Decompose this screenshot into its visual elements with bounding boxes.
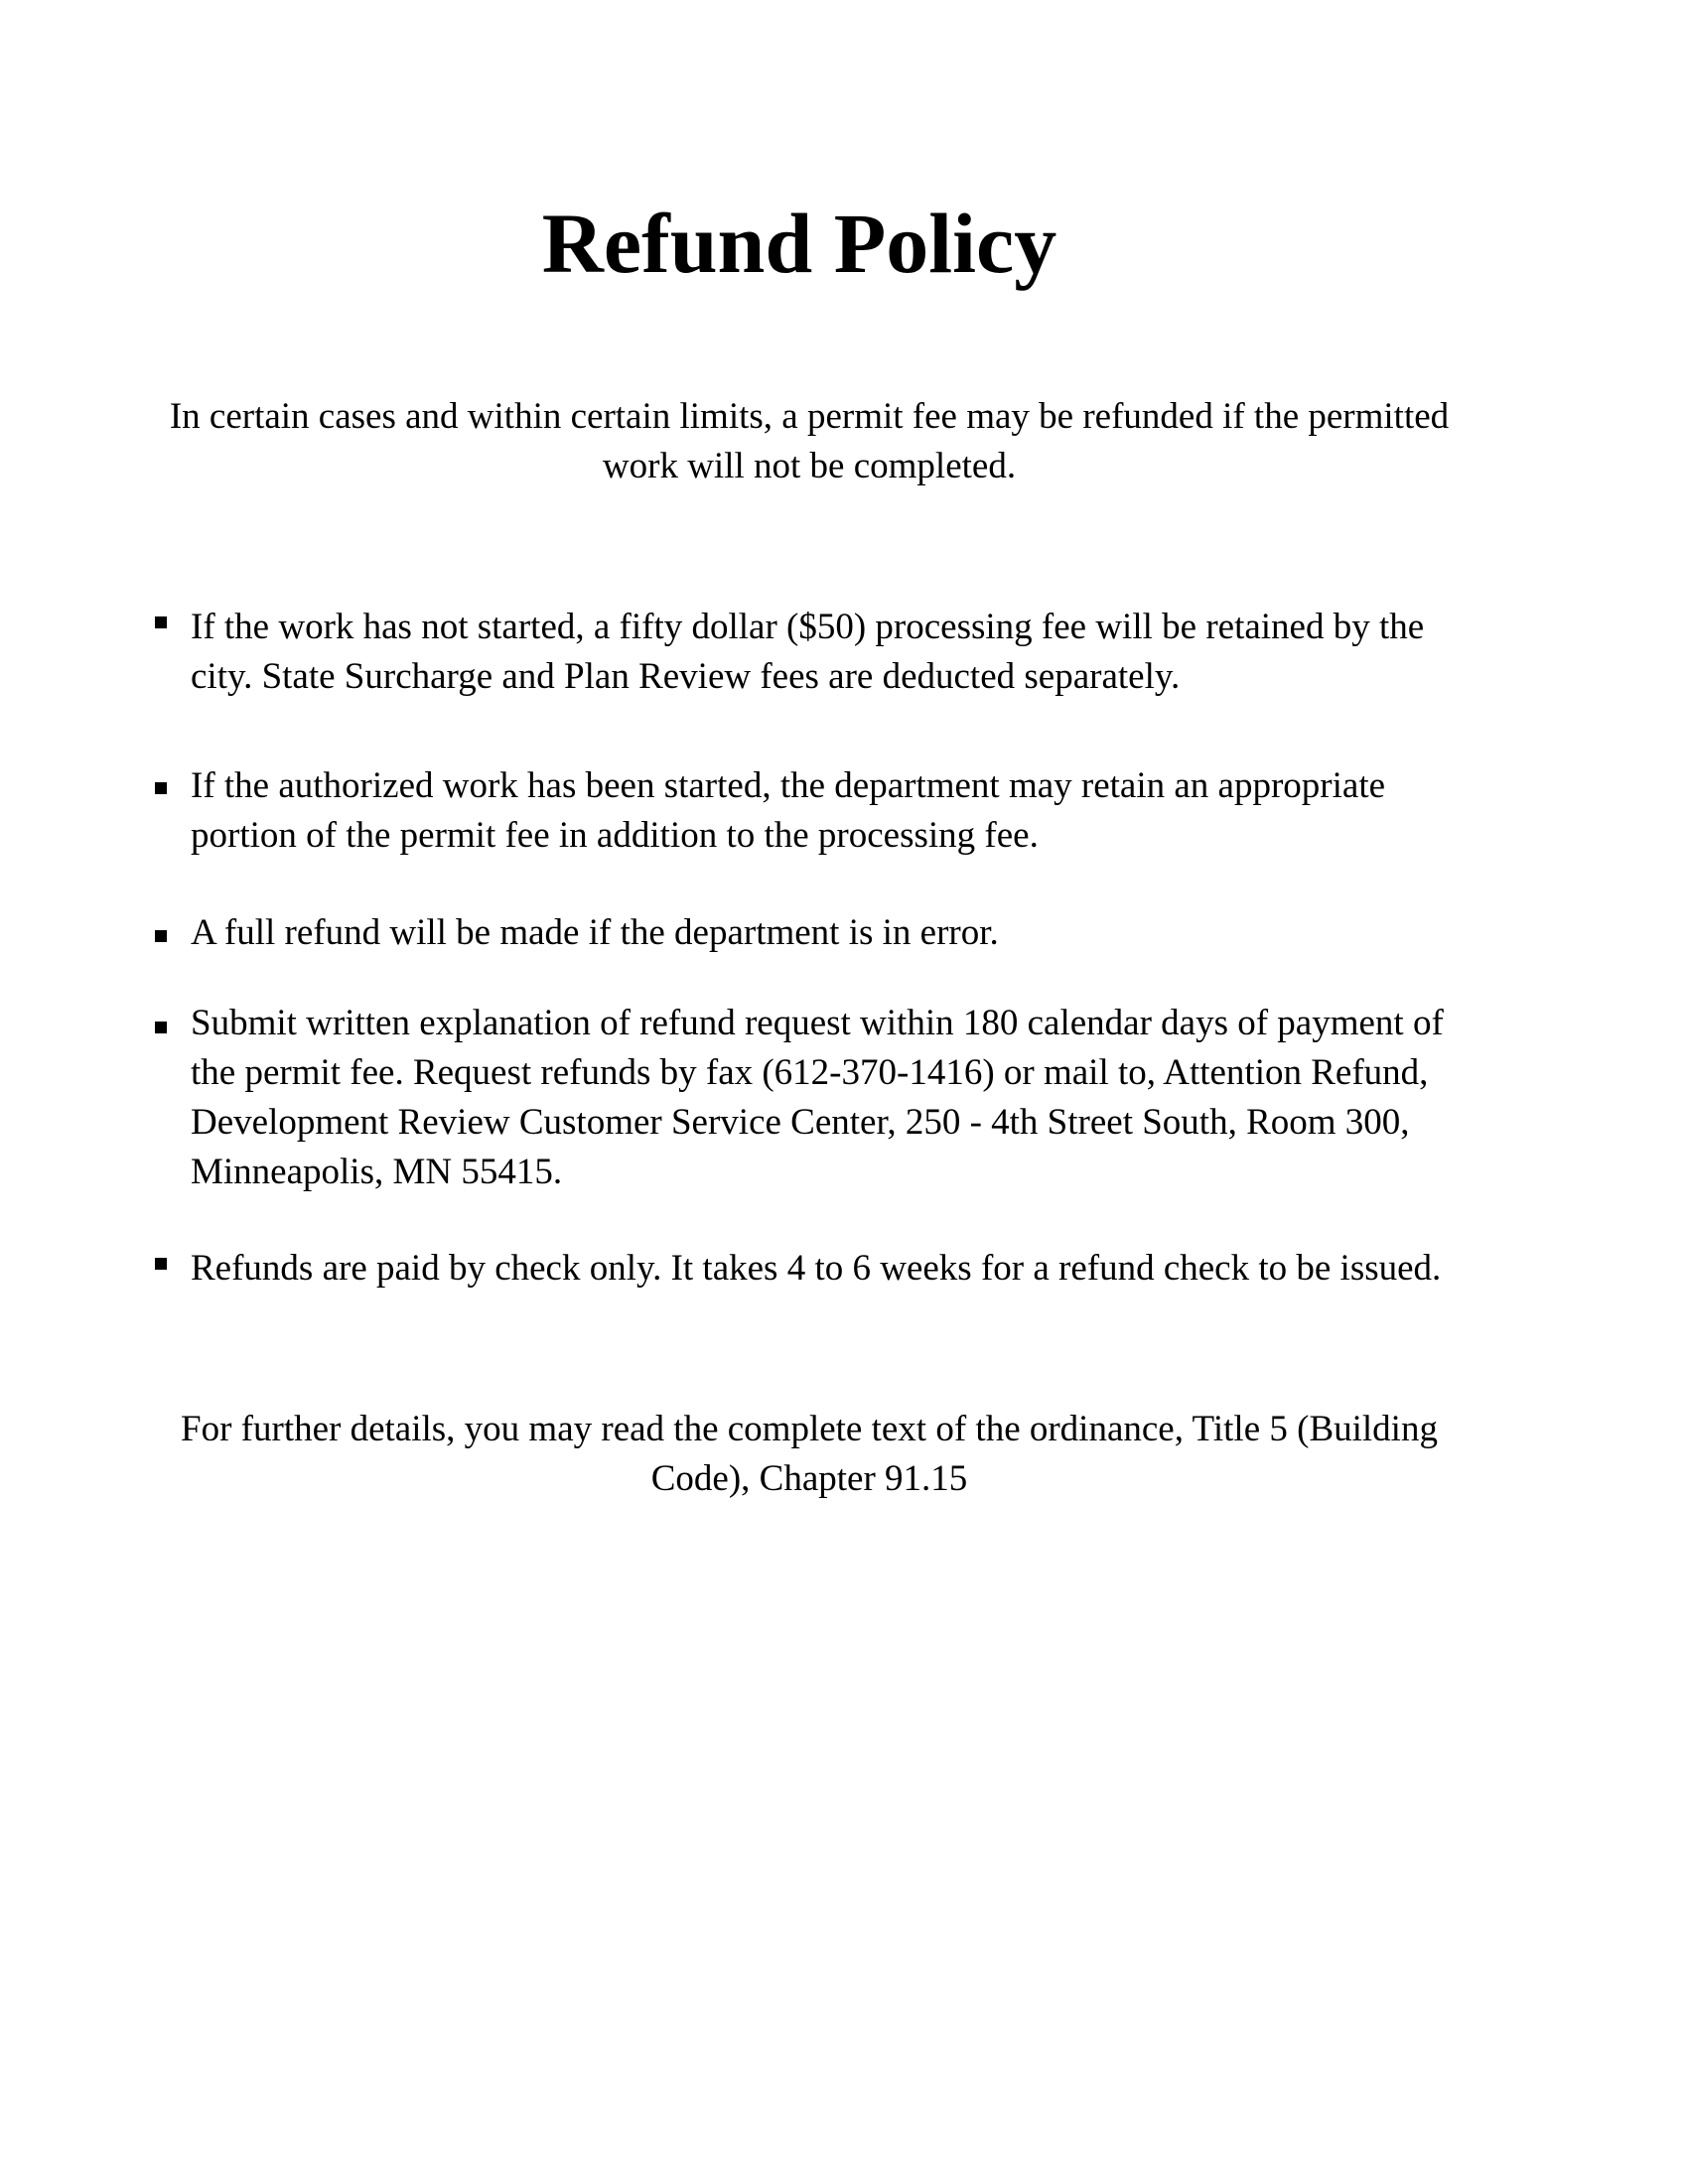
list-item-text: Refunds are paid by check only. It takes 4 to 6 weeks for a refund check to be issued. — [191, 1248, 1442, 1289]
page-title: Refund Policy — [541, 196, 1057, 291]
square-bullet-icon — [155, 616, 167, 628]
list-item-text: If the work has not started, a fifty dollar ($50) processing fee will be retained by the city. State Surcharge and Plan Review fees are deducted separately. — [191, 607, 1425, 697]
square-bullet-icon — [155, 1022, 167, 1033]
square-bullet-icon — [155, 782, 167, 794]
square-bullet-icon — [155, 930, 167, 942]
intro-paragraph: In certain cases and within certain limits, a permit fee may be refunded if the permitted work will not be completed. — [169, 396, 1450, 486]
list-item-text: A full refund will be made if the department is in error. — [191, 912, 999, 953]
footer-paragraph: For further details, you may read the complete text of the ordinance, Title 5 (Building Code), Chapter 91.15 — [181, 1409, 1438, 1499]
list-item-text: Submit written explanation of refund request within 180 calendar days of payment of the permit fee. Request refunds by fax (612-370-1416) or mail to, Attention Refund, Development Review Customer Service Center, 250 - 4th Street South, Room 300, Minneapolis, MN 55415. — [191, 1003, 1444, 1192]
square-bullet-icon — [155, 1258, 167, 1270]
list-item-text: If the authorized work has been started, the department may retain an appropriate portion of the permit fee in addition to the processing fee. — [191, 765, 1386, 856]
